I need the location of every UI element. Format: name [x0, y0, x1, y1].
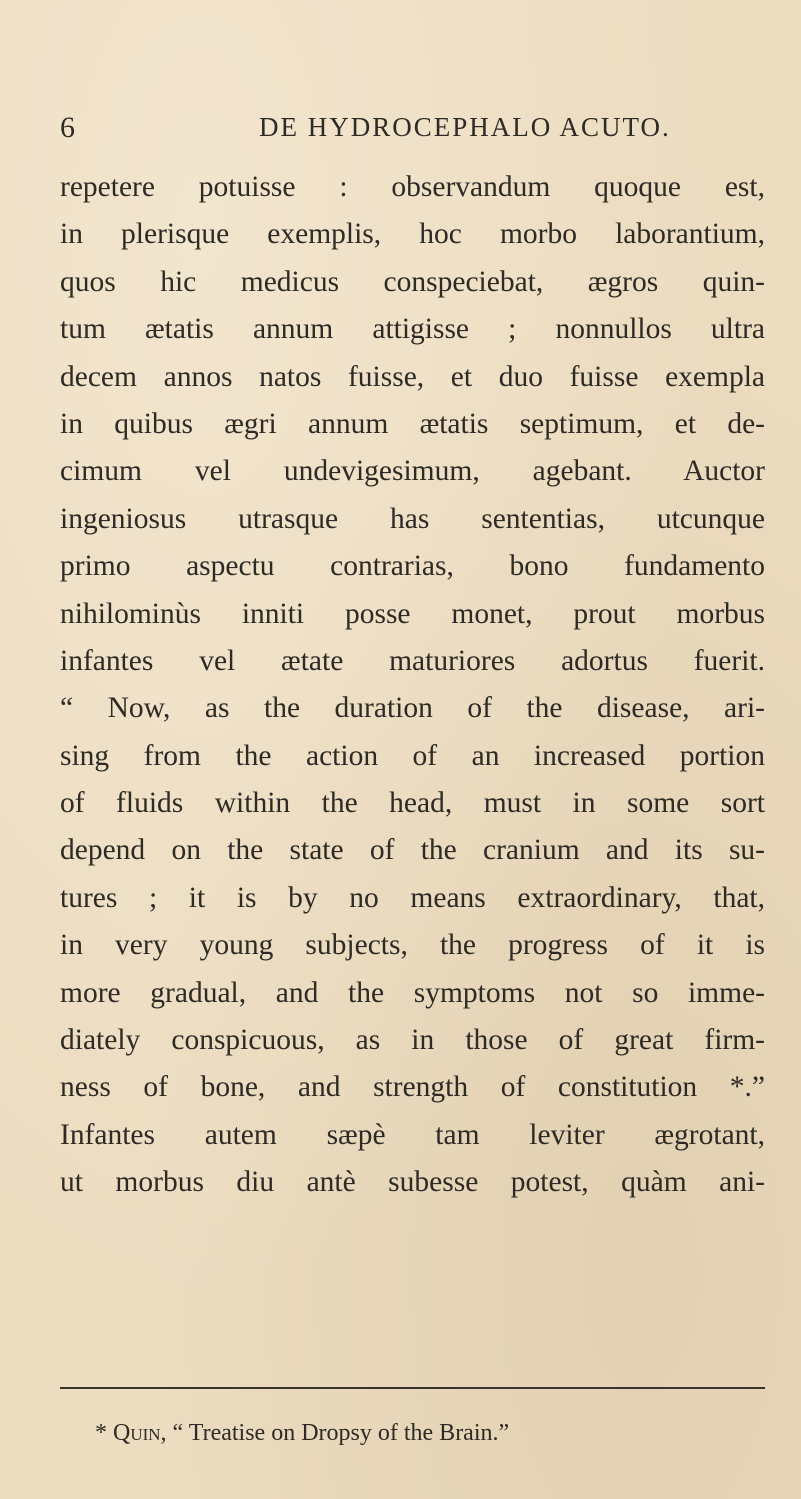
text-line: “ Now, as the duration of the disease, ari-: [60, 692, 765, 725]
text-line: infantes vel ætate maturiores adortus fuerit.: [60, 644, 765, 677]
footnote: [95, 1420, 765, 1447]
running-head: [60, 111, 760, 151]
footnote-marker: *: [95, 1420, 107, 1446]
text-line: in quibus ægri annum ætatis septimum, et de-: [60, 407, 765, 440]
text-line: decem annos natos fuisse, et duo fuisse exempla: [60, 360, 765, 393]
text-line: primo aspectu contrarias, bono fundamento: [60, 550, 765, 583]
text-line: ingeniosus utrasque has sententias, utcunque: [60, 502, 765, 535]
footnote-rule: [60, 1387, 765, 1389]
text-line: of fluids within the head, must in some sort: [60, 787, 765, 820]
footnote-author: Quin,: [113, 1420, 167, 1446]
page-number: 6: [60, 111, 75, 144]
text-line: in plerisque exemplis, hoc morbo laborantium,: [60, 218, 765, 251]
text-line: ness of bone, and strength of constitution *.”: [60, 1071, 765, 1104]
text-line: diately conspicuous, as in those of great firm-: [60, 1024, 765, 1057]
text-line: nihilominùs inniti posse monet, prout morbus: [60, 597, 765, 630]
text-line: more gradual, and the symptoms not so imme-: [60, 976, 765, 1009]
text-line: depend on the state of the cranium and its su-: [60, 834, 765, 867]
footnote-citation: “ Treatise on Dropsy of the Brain.”: [172, 1420, 510, 1446]
text-line: tures ; it is by no means extraordinary, that,: [60, 881, 765, 914]
text-line: cimum vel undevigesimum, agebant. Auctor: [60, 455, 765, 488]
text-line: in very young subjects, the progress of it is: [60, 929, 765, 962]
text-line: sing from the action of an increased portion: [60, 739, 765, 772]
text-line: tum ætatis annum attigisse ; nonnullos ultra: [60, 313, 765, 346]
text-line: quos hic medicus conspeciebat, ægros quin-: [60, 265, 765, 298]
body-text: [60, 164, 765, 1207]
running-title: DE HYDROCEPHALO ACUTO.: [259, 112, 671, 142]
text-line: ut morbus diu antè subesse potest, quàm ani-: [60, 1166, 765, 1199]
text-line: Infantes autem sæpè tam leviter ægrotant,: [60, 1118, 765, 1151]
text-line: repetere potuisse : observandum quoque est,: [60, 171, 765, 203]
